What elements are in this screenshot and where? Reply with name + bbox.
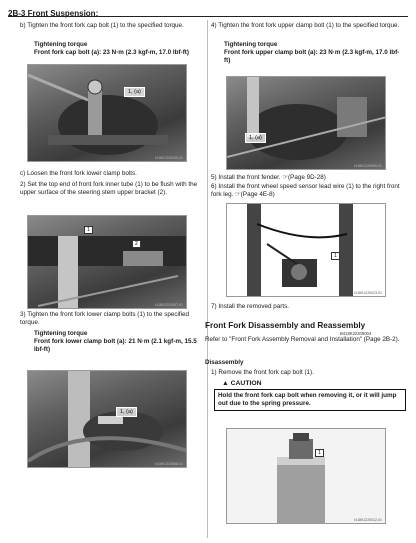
upper-clamp-illustration [227, 77, 386, 170]
photo2-caption: I418K1220067-01 [155, 303, 183, 307]
step-2-text: 2) Set the top end of front fork inner tube (1) to be flush with the upper surface of the steering stem upper bracket (2). [20, 181, 198, 197]
photo2-callout-1: 1 [84, 226, 93, 234]
page-header [8, 3, 408, 17]
photo3-caption: I418K1220068-01 [155, 462, 183, 466]
photo4-callout: 1, (a) [245, 133, 266, 143]
photo1-caption: I418K1220030-01 [155, 156, 183, 160]
photo1-callout: 1, (a) [124, 87, 145, 97]
photo-lower-clamp-bolt [27, 370, 187, 468]
photo3-callout: 1, (a) [116, 407, 137, 417]
torque-label-2: Tightening torque [34, 330, 88, 337]
photo-upper-clamp-bolt [226, 76, 386, 170]
photo2-callout-2: 2 [132, 240, 141, 248]
section-code: B418K22206004 [340, 331, 372, 336]
photo-inner-tube [27, 215, 187, 309]
caution-box [214, 389, 406, 411]
torque-value-1: Front fork cap bolt (a): 23 N·m (2.3 kgf-m, 17.0 lbf-ft) [34, 49, 189, 56]
step-5-text: 5) Install the front fender. ☞(Page 9D-28) [211, 174, 326, 181]
fork-cap-removal-illustration [227, 429, 386, 524]
step-7-text: 7) Install the removed parts. [211, 303, 290, 310]
speed-sensor-illustration [227, 204, 386, 297]
column-divider [207, 20, 208, 538]
caution-text: Hold the front fork cap bolt when removing it, or it will jump out due to the spring pressure. [218, 392, 397, 407]
torque-label-3: Tightening torque [224, 41, 278, 48]
torque-value-3: Front fork upper clamp bolt (a): 23 N·m (2.3 kgf-m, 17.0 lbf-ft) [224, 49, 400, 65]
torque-label-1: Tightening torque [34, 41, 88, 48]
disassembly-heading: Disassembly [205, 359, 244, 366]
caution-title: ▲ CAUTION [222, 380, 262, 387]
dis-step-1-text: 1) Remove the front fork cap bolt (1). [211, 369, 314, 376]
photo5-callout: 1 [331, 252, 340, 260]
refer-text: Refer to "Front Fork Assembly Removal and Installation" (Page 2B-2). [205, 336, 400, 343]
inner-tube-illustration [28, 216, 187, 309]
step-6-text: 6) Install the front wheel speed sensor lead wire (1) to the right front fork leg. ☞(Page 4E-8) [211, 183, 400, 199]
lower-clamp-illustration [28, 371, 187, 468]
caution-block [214, 380, 406, 411]
photo-fork-cap-removal [226, 428, 386, 524]
photo-fork-cap-bolt [27, 64, 187, 162]
page-title: 2B-3 Front Suspension: [8, 9, 99, 18]
step-4-text: 4) Tighten the front fork upper clamp bolt (1) to the specified torque. [211, 22, 400, 29]
photo6-caption: I418K1220012-01 [354, 518, 382, 522]
section-heading: Front Fork Disassembly and Reassembly [205, 321, 366, 330]
photo5-caption: I418K1220023-01 [354, 291, 382, 295]
torque-value-2: Front fork lower clamp bolt (a): 21 N·m (2.1 kgf-m, 15.5 lbf-ft) [34, 338, 197, 354]
photo4-caption: I418K1220069-01 [354, 164, 382, 168]
photo6-callout: 1 [315, 449, 324, 457]
fork-cap-bolt-illustration [28, 65, 187, 162]
step-3-text: 3) Tighten the front fork lower clamp bolts (1) to the specified torque. [20, 311, 190, 327]
photo-speed-sensor-lead [226, 203, 386, 297]
step-c-text: c) Loosen the front fork lower clamp bolts. [20, 170, 137, 177]
step-b-text: b) Tighten the front fork cap bolt (1) to the specified torque. [20, 22, 184, 29]
